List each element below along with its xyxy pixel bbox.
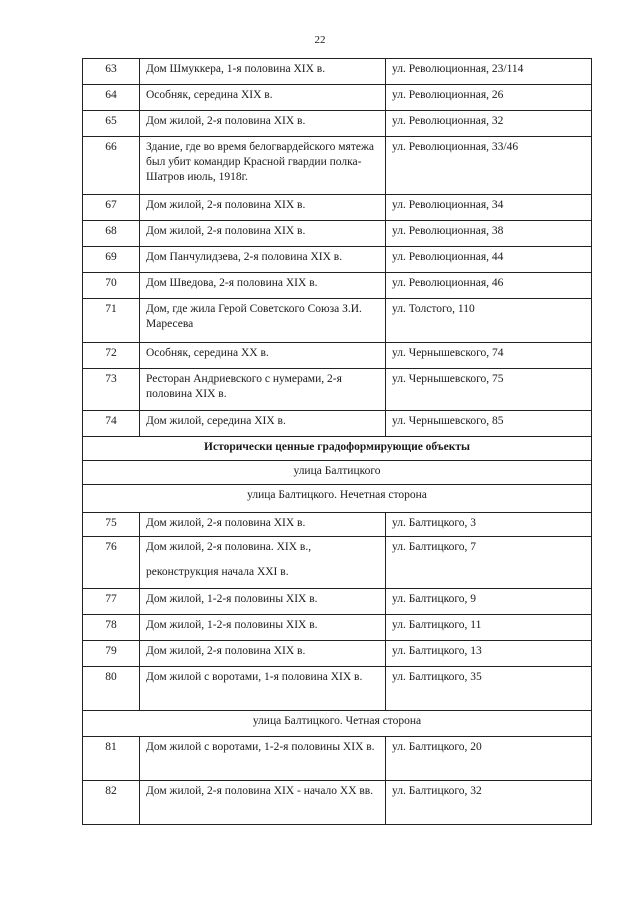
row-address: ул. Революционная, 32 xyxy=(386,111,592,137)
table-row xyxy=(83,513,592,537)
row-description-line: реконструкция начала XXI в. xyxy=(146,566,289,578)
table-row xyxy=(83,111,592,137)
table-row xyxy=(83,247,592,273)
row-description: Дом жилой, середина XIX в. xyxy=(140,411,386,437)
row-address: ул. Революционная, 33/46 xyxy=(386,137,592,195)
row-number: 65 xyxy=(83,111,140,137)
row-number: 80 xyxy=(83,667,140,711)
street-heading-row xyxy=(83,461,592,485)
table-row xyxy=(83,343,592,369)
row-address: ул. Революционная, 46 xyxy=(386,273,592,299)
table-row xyxy=(83,615,592,641)
table-row xyxy=(83,737,592,781)
row-description: Дом жилой, 2-я половина XIX в. xyxy=(140,221,386,247)
row-number: 69 xyxy=(83,247,140,273)
row-address: ул. Революционная, 38 xyxy=(386,221,592,247)
row-description-line: Дом жилой, 2-я половина. XIX в., xyxy=(146,541,312,553)
row-description: Особняк, середина XX в. xyxy=(140,343,386,369)
row-number: 82 xyxy=(83,781,140,825)
odd-side-heading-row xyxy=(83,485,592,513)
row-description: Дом Шведова, 2-я половина XIX в. xyxy=(140,273,386,299)
row-description: Дом жилой, 2-я половина XIX в. xyxy=(140,513,386,537)
row-number: 64 xyxy=(83,85,140,111)
row-number: 81 xyxy=(83,737,140,781)
row-number: 71 xyxy=(83,299,140,343)
row-address: ул. Чернышевского, 75 xyxy=(386,369,592,411)
section-title: Исторически ценные градоформирующие объекты xyxy=(83,437,592,461)
street-heading: улица Балтицкого xyxy=(83,461,592,485)
even-side-heading-row xyxy=(83,711,592,737)
row-description: Дом Шмуккера, 1-я половина XIX в. xyxy=(140,59,386,85)
row-description: Дом Панчулидзева, 2-я половина XIX в. xyxy=(140,247,386,273)
row-address: ул. Революционная, 23/114 xyxy=(386,59,592,85)
row-address: ул. Балтицкого, 20 xyxy=(386,737,592,781)
row-address: ул. Балтицкого, 32 xyxy=(386,781,592,825)
row-number: 74 xyxy=(83,411,140,437)
row-number: 67 xyxy=(83,195,140,221)
row-address: ул. Балтицкого, 3 xyxy=(386,513,592,537)
table-row xyxy=(83,137,592,195)
table-row xyxy=(83,195,592,221)
row-number: 70 xyxy=(83,273,140,299)
section-title-row xyxy=(83,437,592,461)
row-address: ул. Революционная, 34 xyxy=(386,195,592,221)
row-description: Дом жилой, 2-я половина XIX в. xyxy=(140,195,386,221)
table-row xyxy=(83,641,592,667)
row-address: ул. Толстого, 110 xyxy=(386,299,592,343)
row-address: ул. Балтицкого, 9 xyxy=(386,589,592,615)
table-row xyxy=(83,299,592,343)
row-description: Дом жилой, 1-2-я половины XIX в. xyxy=(140,589,386,615)
monuments-table xyxy=(82,58,592,825)
row-description: Дом жилой, 2-я половина XIX - начало XX вв. xyxy=(140,781,386,825)
row-description xyxy=(140,537,386,589)
table-row xyxy=(83,273,592,299)
row-description: Дом жилой, 2-я половина XIX в. xyxy=(140,641,386,667)
row-address: ул. Революционная, 44 xyxy=(386,247,592,273)
row-number: 72 xyxy=(83,343,140,369)
row-address: ул. Чернышевского, 85 xyxy=(386,411,592,437)
table-row xyxy=(83,589,592,615)
even-side-heading: улица Балтицкого. Четная сторона xyxy=(83,711,592,737)
row-number: 63 xyxy=(83,59,140,85)
row-description: Дом жилой с воротами, 1-я половина XIX в. xyxy=(140,667,386,711)
row-number: 68 xyxy=(83,221,140,247)
row-description: Дом, где жила Герой Советского Союза З.И. Маресева xyxy=(140,299,386,343)
row-number: 76 xyxy=(83,537,140,589)
row-number: 66 xyxy=(83,137,140,195)
row-number: 75 xyxy=(83,513,140,537)
row-address: ул. Революционная, 26 xyxy=(386,85,592,111)
table-row xyxy=(83,781,592,825)
row-description: Дом жилой, 2-я половина XIX в. xyxy=(140,111,386,137)
table-row xyxy=(83,85,592,111)
row-address: ул. Чернышевского, 74 xyxy=(386,343,592,369)
row-address: ул. Балтицкого, 11 xyxy=(386,615,592,641)
table-row xyxy=(83,369,592,411)
row-description: Дом жилой с воротами, 1-2-я половины XIX в. xyxy=(140,737,386,781)
odd-side-heading: улица Балтицкого. Нечетная сторона xyxy=(83,485,592,513)
row-description: Дом жилой, 1-2-я половины XIX в. xyxy=(140,615,386,641)
row-number: 77 xyxy=(83,589,140,615)
row-address: ул. Балтицкого, 35 xyxy=(386,667,592,711)
row-number: 73 xyxy=(83,369,140,411)
table-row xyxy=(83,667,592,711)
table-row xyxy=(83,221,592,247)
row-description: Особняк, середина XIX в. xyxy=(140,85,386,111)
table-row xyxy=(83,537,592,589)
row-number: 78 xyxy=(83,615,140,641)
row-description: Ресторан Андриевского с нумерами, 2-я половина XIX в. xyxy=(140,369,386,411)
row-address: ул. Балтицкого, 7 xyxy=(386,537,592,589)
table-row xyxy=(83,411,592,437)
row-description: Здание, где во время белогвардейского мятежа был убит командир Красной гвардии полка-Шатров июль, 1918г. xyxy=(140,137,386,195)
row-number: 79 xyxy=(83,641,140,667)
page-number: 22 xyxy=(314,34,326,46)
table-row xyxy=(83,59,592,85)
row-address: ул. Балтицкого, 13 xyxy=(386,641,592,667)
